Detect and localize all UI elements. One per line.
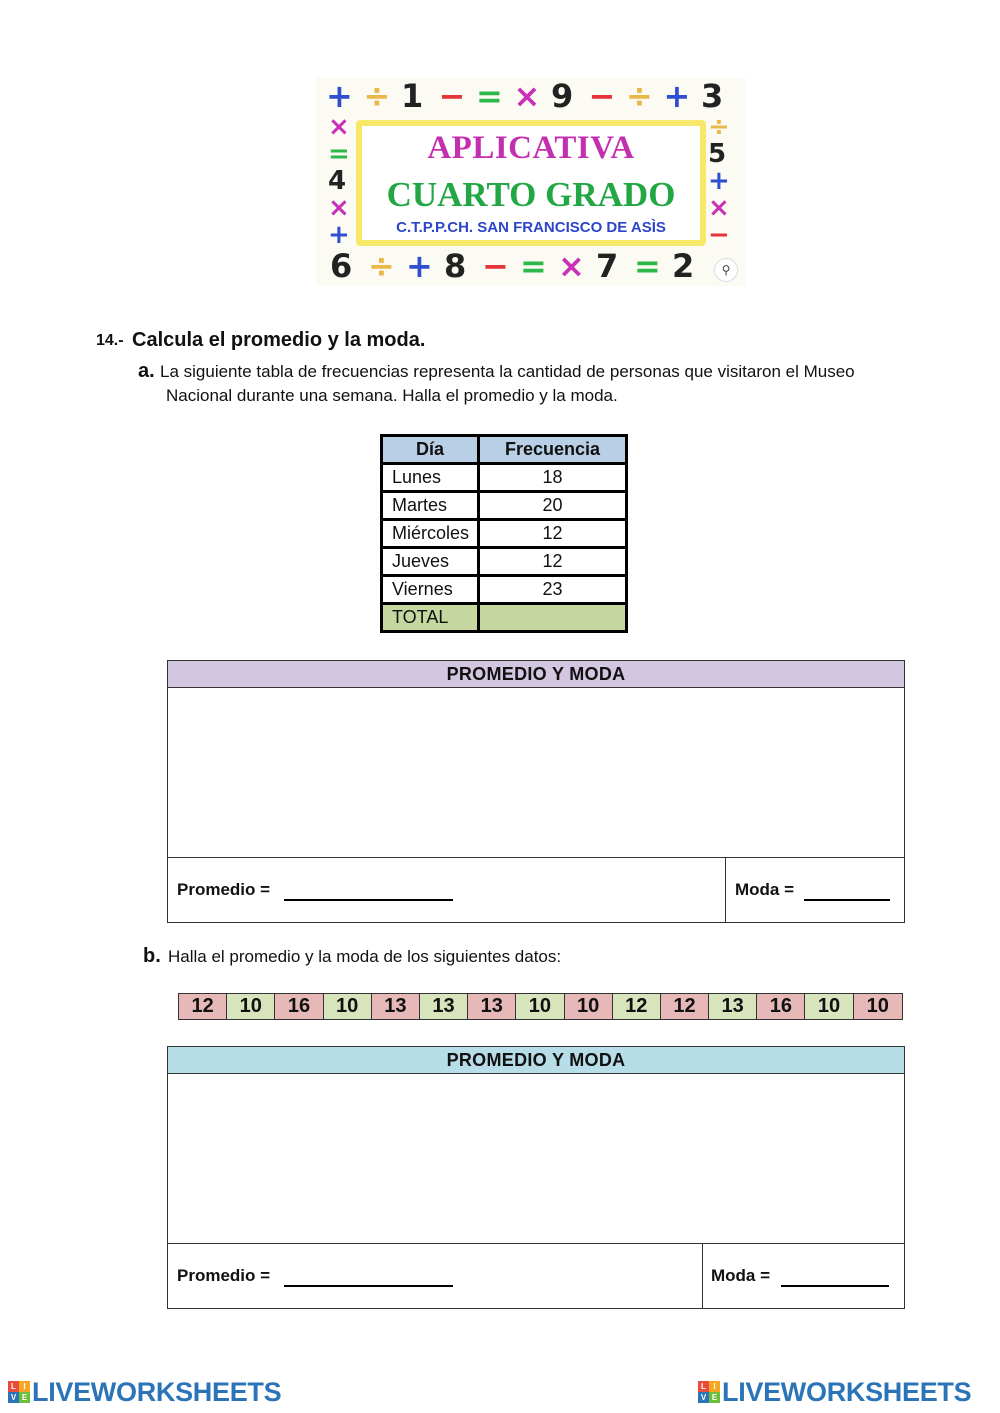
- data-value-cell: 13: [709, 994, 757, 1019]
- logo-text: LIVEWORKSHEETS: [722, 1376, 972, 1407]
- math-symbol-icon: ×: [328, 193, 350, 223]
- part-a-text-line1: La siguiente tabla de frecuencias representa la cantidad de personas que visitaron el Museo: [160, 362, 855, 381]
- math-symbol-icon: −: [482, 247, 509, 285]
- answer-box-a-header: PROMEDIO Y MODA: [168, 661, 904, 688]
- banner-title: APLICATIVA: [427, 130, 635, 166]
- banner: [316, 78, 746, 286]
- data-value-cell: 13: [372, 994, 420, 1019]
- moda-cell: [702, 1244, 904, 1308]
- logo-mark-letter: I: [19, 1381, 30, 1392]
- table-row: [382, 520, 627, 548]
- part-a-letter: a.: [138, 360, 155, 382]
- math-symbol-icon: +: [663, 77, 691, 115]
- table-row: [382, 548, 627, 576]
- data-value-cell: 10: [565, 994, 613, 1019]
- math-symbol-icon: 7: [596, 247, 619, 285]
- math-symbol-icon: ÷: [368, 247, 395, 285]
- logo-mark-letter: E: [709, 1392, 720, 1403]
- data-value-cell: 10: [324, 994, 372, 1019]
- math-symbol-icon: −: [588, 77, 616, 115]
- logo-text: LIVEWORKSHEETS: [32, 1376, 282, 1407]
- moda-label: Moda =: [711, 1266, 771, 1285]
- math-symbol-icon: −: [438, 77, 466, 115]
- math-symbol-icon: =: [520, 247, 547, 285]
- frequency-cell: 12: [479, 548, 627, 576]
- math-symbol-icon: 4: [328, 166, 347, 196]
- math-symbol-icon: =: [328, 139, 350, 169]
- promedio-label: Promedio =: [177, 880, 271, 899]
- math-symbol-icon: +: [406, 247, 433, 285]
- total-label: TOTAL: [382, 604, 479, 632]
- moda-cell: [725, 858, 904, 922]
- math-symbol-icon: ÷: [708, 112, 730, 142]
- math-symbol-icon: 2: [672, 247, 695, 285]
- math-symbol-icon: =: [634, 247, 661, 285]
- part-b-text: Halla el promedio y la moda de los siguientes datos:: [168, 947, 562, 966]
- logo-mark-letter: E: [19, 1392, 30, 1403]
- day-cell: Viernes: [382, 576, 479, 604]
- promedio-label: Promedio =: [177, 1266, 271, 1285]
- liveworksheets-logo-icon: [8, 1381, 30, 1403]
- banner-school: C.T.P.P.CH. SAN FRANCISCO DE ASÌS: [396, 219, 666, 236]
- math-symbol-icon: 9: [551, 77, 574, 115]
- math-symbol-icon: 5: [708, 139, 727, 169]
- logo-mark-letter: L: [698, 1381, 709, 1392]
- table-row: [382, 492, 627, 520]
- logo-mark-letter: V: [698, 1392, 709, 1403]
- part-b-letter: b.: [143, 945, 161, 967]
- frequency-cell: 23: [479, 576, 627, 604]
- table-row: [382, 464, 627, 492]
- answer-box-b-workspace[interactable]: [168, 1074, 904, 1244]
- promedio-answer-input[interactable]: [284, 1285, 453, 1287]
- part-a-text-line2: Nacional durante una semana. Halla el promedio y la moda.: [166, 386, 618, 405]
- data-value-cell: 12: [661, 994, 709, 1019]
- answer-box-a-footer: [168, 858, 904, 922]
- liveworksheets-logo-right[interactable]: [698, 1378, 971, 1406]
- data-value-cell: 16: [275, 994, 323, 1019]
- table-header-dia: Día: [382, 436, 479, 464]
- question-title: Calcula el promedio y la moda.: [132, 329, 426, 351]
- frequency-cell: 18: [479, 464, 627, 492]
- day-cell: Jueves: [382, 548, 479, 576]
- total-input[interactable]: [479, 604, 627, 632]
- data-value-cell: 16: [757, 994, 805, 1019]
- math-symbol-icon: =: [476, 77, 503, 115]
- question-number: 14.-: [96, 332, 124, 349]
- frequency-table: [380, 434, 628, 633]
- logo-mark-letter: I: [709, 1381, 720, 1392]
- data-value-cell: 10: [227, 994, 275, 1019]
- day-cell: Martes: [382, 492, 479, 520]
- liveworksheets-logo-icon: [698, 1381, 720, 1403]
- math-symbol-icon: +: [708, 166, 730, 196]
- liveworksheets-logo-left[interactable]: [8, 1378, 281, 1406]
- moda-answer-input[interactable]: [804, 899, 890, 901]
- math-symbol-icon: +: [328, 220, 350, 250]
- data-value-cell: 12: [179, 994, 227, 1019]
- promedio-cell: [168, 858, 726, 922]
- math-symbol-icon: 3: [701, 77, 724, 115]
- promedio-cell: [168, 1244, 703, 1308]
- data-values-strip: [178, 993, 903, 1020]
- table-row: [382, 576, 627, 604]
- math-symbol-icon: 1: [401, 77, 424, 115]
- logo-mark-letter: V: [8, 1392, 19, 1403]
- answer-box-a-workspace[interactable]: [168, 688, 904, 858]
- banner-subtitle: CUARTO GRADO: [386, 175, 676, 214]
- answer-box-b-header: PROMEDIO Y MODA: [168, 1047, 904, 1074]
- data-value-cell: 13: [468, 994, 516, 1019]
- math-symbol-icon: +: [326, 77, 353, 115]
- logo-mark-letter: L: [8, 1381, 19, 1392]
- math-symbol-icon: 6: [330, 247, 353, 285]
- math-symbol-icon: 8: [444, 247, 467, 285]
- promedio-answer-input[interactable]: [284, 899, 453, 901]
- frequency-cell: 12: [479, 520, 627, 548]
- total-row: [382, 604, 627, 632]
- day-cell: Miércoles: [382, 520, 479, 548]
- math-symbol-icon: ×: [328, 112, 350, 142]
- answer-box-b: [167, 1046, 905, 1309]
- answer-box-b-footer: [168, 1244, 904, 1308]
- data-value-cell: 10: [805, 994, 853, 1019]
- math-symbol-icon: −: [708, 220, 730, 250]
- moda-answer-input[interactable]: [781, 1285, 889, 1287]
- data-value-cell: 12: [613, 994, 661, 1019]
- data-value-cell: 10: [854, 994, 902, 1019]
- table-header-frecuencia: Frecuencia: [479, 436, 627, 464]
- frequency-cell: 20: [479, 492, 627, 520]
- data-value-cell: 10: [516, 994, 564, 1019]
- data-value-cell: 13: [420, 994, 468, 1019]
- math-symbol-icon: ÷: [363, 77, 391, 115]
- math-symbol-icon: ×: [513, 77, 541, 115]
- math-symbol-icon: ×: [558, 247, 585, 285]
- day-cell: Lunes: [382, 464, 479, 492]
- moda-label: Moda =: [735, 880, 795, 899]
- math-symbol-icon: ×: [708, 193, 730, 223]
- answer-box-a: [167, 660, 905, 923]
- math-symbol-icon: ÷: [626, 77, 653, 115]
- lens-search-icon[interactable]: ⚲: [714, 258, 738, 282]
